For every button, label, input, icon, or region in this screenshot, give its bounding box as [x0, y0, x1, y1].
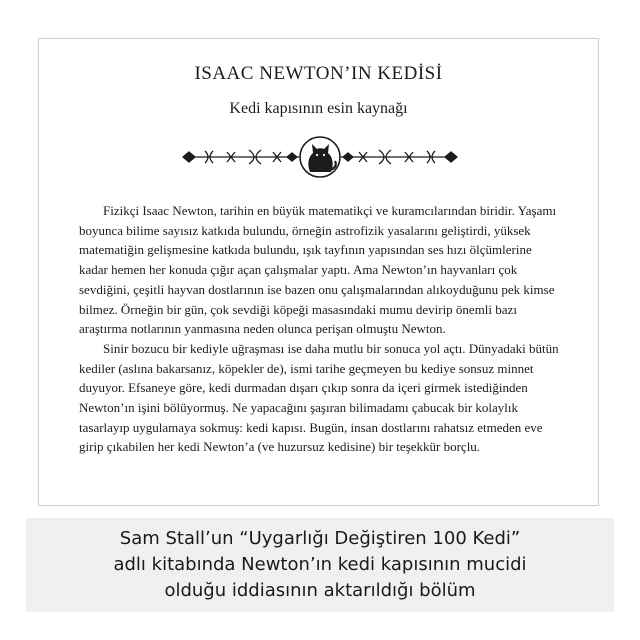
caption-bar [26, 518, 614, 612]
image-caption [26, 526, 614, 604]
caption-line: Sam Stall’un “Uygarlığı Değiştiren 100 Kedi” [119, 528, 521, 549]
caption-line: adlı kitabında Newton’ın kedi kapısının mucidi [113, 554, 527, 575]
chapter-subtitle: Kedi kapısının esin kaynağı [229, 100, 408, 117]
book-page-scan [38, 38, 599, 506]
paragraph: Sinir bozucu bir kediyle uğraşması ise daha mutlu bir sonuca yol açtı. Dünyadaki bütün kediler (aslına bakarsanız, köpekler de), ismi tarihe geçmeyen bu kediye sonsuz minnet duyuyor. Efsaneye göre, kedi durmadan dışarı çıkıp sonra da içeri girmek istediğinden Newton’ın işini bölüyormuş. Ne yapacağını şaşıran bilimadamı çabucak bir kolaylık tasarlayıp uygulamaya sokmuş: kedi kapısı. Bugün, insan dostlarını rahatsız etmeden eve girip çıkabilen her kedi Newton’a (ve huzursuz kedisine) bir teşekkür borçlu. [79, 340, 559, 455]
caption-line: olduğu iddiasının aktarıldığı bölüm [164, 580, 476, 601]
article-body [79, 201, 563, 457]
chapter-title: ISAAC NEWTON’IN KEDİSİ [194, 63, 443, 84]
cat-ornament-icon [179, 135, 461, 179]
paragraph: Fizikçi Isaac Newton, tarihin en büyük matematikçi ve kuramcılarından biridir. Yaşamı boyunca bilime sayısız katkıda bulundu, örneğin astrofizik yasalarını geliştirdi, yüksek matematiğin gelişmesine katkıda bulundu, ışık tayfının yapısından ses hızı ölçümlerine kadar hemen her konuda çığır açan çalışmalar yaptı. Ama Newton’ın hayvanları çok sevdiğini, çeşitli hayvan dostlarının ise bazen onu çalışmalarından alıkoyduğunu pek kimse bilmez. Örneğin bir gün, çok sevdiği köpeği masasındaki mumu devirip önemli bazı araştırma notlarının yanmasına neden olunca perişan olmuştu Newton. [79, 203, 557, 337]
